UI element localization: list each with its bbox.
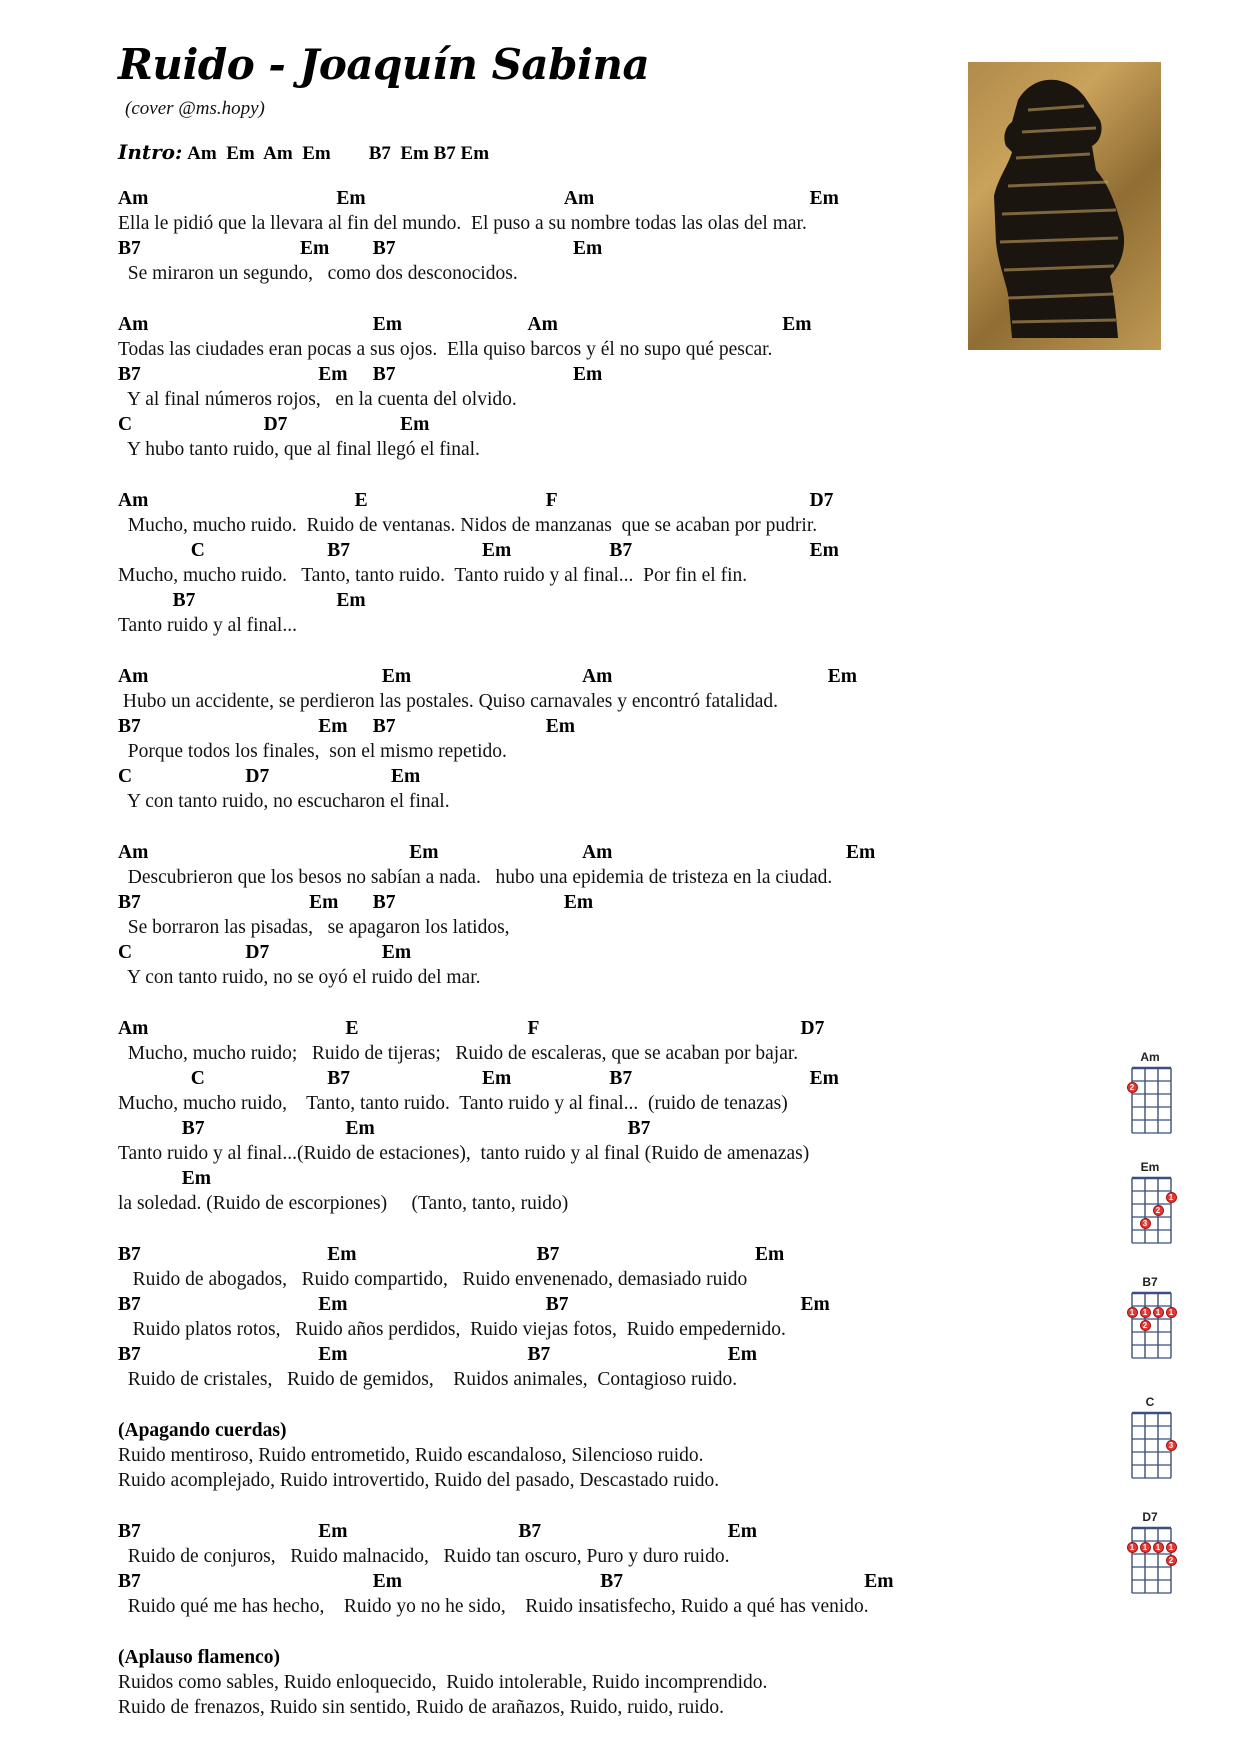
lyric-line: Ruido de abogados, Ruido compartido, Ruido envenenado, demasiado ruido bbox=[118, 1269, 748, 1290]
chord-em: Em bbox=[809, 188, 839, 209]
chord-line bbox=[118, 1166, 1018, 1191]
song-title: Ruido - Joaquín Sabina bbox=[118, 40, 650, 89]
chord-line bbox=[118, 538, 1018, 563]
chord-em: Em bbox=[800, 1294, 830, 1315]
verse-block bbox=[118, 312, 1018, 462]
chord-am: Am bbox=[118, 490, 149, 511]
chord-b7: B7 bbox=[118, 1344, 141, 1365]
chord-b7: B7 bbox=[609, 540, 633, 561]
finger-dot: 1 bbox=[1166, 1307, 1177, 1318]
chord-line bbox=[118, 764, 1018, 789]
chord-em: Em bbox=[336, 590, 366, 611]
chord-line bbox=[118, 312, 1018, 337]
chord-em: Em bbox=[381, 942, 412, 963]
chord-em: Em bbox=[318, 1294, 348, 1315]
chord-line bbox=[118, 1569, 1018, 1594]
chord-line bbox=[118, 362, 1018, 387]
lyric-line: Porque todos los finales, son el mismo repetido. bbox=[118, 741, 507, 762]
chord-em: Em bbox=[573, 238, 603, 259]
chord-em: Em bbox=[782, 314, 812, 335]
lyric-line: Ruido mentiroso, Ruido entrometido, Ruido escandaloso, Silencioso ruido. bbox=[118, 1445, 704, 1466]
chord-c: C bbox=[118, 414, 133, 435]
chord-em: Em bbox=[573, 364, 603, 385]
chord-b7: B7 bbox=[527, 1344, 551, 1365]
verse-block bbox=[118, 1242, 1018, 1392]
chord-diagram-em bbox=[1120, 1160, 1180, 1250]
chord-line bbox=[118, 236, 1018, 261]
chord-b7: B7 bbox=[372, 716, 396, 737]
chord-am: Am bbox=[582, 842, 613, 863]
chord-em: Em bbox=[545, 716, 575, 737]
cover-credit: (cover @ms.hopy) bbox=[125, 98, 265, 119]
fretboard-grid bbox=[1130, 1291, 1172, 1361]
chord-b7: B7 bbox=[118, 716, 141, 737]
lyric-line: Ruido de cristales, Ruido de gemidos, Ruidos animales, Contagioso ruido. bbox=[118, 1369, 738, 1390]
fretboard-grid bbox=[1130, 1176, 1172, 1246]
chord-em: Em bbox=[336, 188, 366, 209]
chord-am: Am bbox=[118, 666, 149, 687]
chord-diagram-name: D7 bbox=[1142, 1510, 1158, 1524]
lyric-line: Y al final números rojos, en la cuenta del olvido. bbox=[118, 389, 517, 410]
chord-am: Am bbox=[118, 314, 149, 335]
lyric-line: Y con tanto ruido, no se oyó el ruido del mar. bbox=[118, 967, 481, 988]
intro-line bbox=[118, 140, 489, 165]
finger-dot: 2 bbox=[1140, 1320, 1151, 1331]
chord-d7: D7 bbox=[245, 942, 270, 963]
verse-block bbox=[118, 1645, 1018, 1720]
chord-b7: B7 bbox=[118, 1571, 141, 1592]
chord-am: Am bbox=[118, 188, 149, 209]
chord-em: Em bbox=[755, 1244, 785, 1265]
chord-am: Am bbox=[582, 666, 613, 687]
chord-c: C bbox=[190, 1068, 205, 1089]
lyric-line: Mucho, mucho ruido. Tanto, tanto ruido. Tanto ruido y al final... Por fin el fin. bbox=[118, 565, 748, 586]
finger-dot: 2 bbox=[1153, 1205, 1164, 1216]
lyric-line: Descubrieron que los besos no sabían a nada. hubo una epidemia de tristeza en la ciudad. bbox=[118, 867, 833, 888]
finger-dot: 1 bbox=[1153, 1307, 1164, 1318]
chord-line bbox=[118, 1292, 1018, 1317]
finger-dot: 1 bbox=[1166, 1542, 1177, 1553]
chord-b7: B7 bbox=[172, 590, 196, 611]
chord-b7: B7 bbox=[627, 1118, 651, 1139]
lyric-line: Ruido qué me has hecho, Ruido yo no he sido, Ruido insatisfecho, Ruido a qué has venido. bbox=[118, 1596, 869, 1617]
lyric-line: Mucho, mucho ruido, Tanto, tanto ruido. Tanto ruido y al final... (ruido de tenazas) bbox=[118, 1093, 788, 1114]
chord-em: Em bbox=[409, 842, 439, 863]
lyric-line: Mucho, mucho ruido. Ruido de ventanas. Nidos de manzanas que se acaban por pudrir. bbox=[118, 515, 818, 536]
verse-block bbox=[118, 1016, 1018, 1216]
chord-em: Em bbox=[827, 666, 858, 687]
chord-b7: B7 bbox=[118, 1244, 141, 1265]
intro-label: Intro: bbox=[118, 140, 183, 164]
chord-b7: B7 bbox=[118, 892, 141, 913]
chord-em: Em bbox=[482, 540, 512, 561]
lyric-line: la soledad. (Ruido de escorpiones) (Tanto, tanto, ruido) bbox=[118, 1193, 569, 1214]
chord-em: Em bbox=[318, 1344, 348, 1365]
chord-diagram-d7 bbox=[1120, 1510, 1180, 1600]
chord-diagram-c bbox=[1120, 1395, 1180, 1485]
verse-block bbox=[118, 664, 1018, 814]
chord-em: Em bbox=[381, 666, 412, 687]
chord-line bbox=[118, 1519, 1018, 1544]
chord-diagram-am bbox=[1120, 1050, 1180, 1140]
chord-b7: B7 bbox=[609, 1068, 633, 1089]
chord-em: Em bbox=[181, 1168, 211, 1189]
chord-em: Em bbox=[727, 1344, 757, 1365]
chord-line bbox=[118, 1242, 1018, 1267]
section-label: (Aplauso flamenco) bbox=[118, 1647, 280, 1668]
chord-line bbox=[118, 488, 1018, 513]
chord-b7: B7 bbox=[118, 1521, 141, 1542]
chord-c: C bbox=[118, 942, 133, 963]
chord-diagram-name: C bbox=[1145, 1395, 1155, 1409]
verse-block bbox=[118, 1519, 1018, 1619]
chord-f: F bbox=[527, 1018, 540, 1039]
chord-d7: D7 bbox=[809, 490, 834, 511]
chord-e: E bbox=[354, 490, 368, 511]
verse-block bbox=[118, 488, 1018, 638]
section-label: (Apagando cuerdas) bbox=[118, 1420, 287, 1441]
chord-am: Am bbox=[563, 188, 595, 209]
chord-em: Em bbox=[809, 1068, 839, 1089]
lyric-line: Ruidos como sables, Ruido enloquecido, Ruido intolerable, Ruido incomprendido. bbox=[118, 1672, 768, 1693]
chord-em: Em bbox=[318, 716, 348, 737]
verse-block bbox=[118, 1418, 1018, 1493]
chord-b7: B7 bbox=[600, 1571, 624, 1592]
lyric-line: Mucho, mucho ruido; Ruido de tijeras; Ruido de escaleras, que se acaban por bajar. bbox=[118, 1043, 799, 1064]
chord-em: Em bbox=[327, 1244, 357, 1265]
lyric-line: Se borraron las pisadas, se apagaron los latidos, bbox=[118, 917, 510, 938]
intro-chords: Am Em Am Em B7 Em B7 Em bbox=[187, 143, 490, 164]
chord-line bbox=[118, 186, 1018, 211]
chord-b7: B7 bbox=[372, 364, 396, 385]
chord-b7: B7 bbox=[118, 238, 141, 259]
chord-line bbox=[118, 1016, 1018, 1041]
chord-c: C bbox=[118, 766, 133, 787]
chord-c: C bbox=[190, 540, 205, 561]
chord-diagram-b7 bbox=[1120, 1275, 1180, 1365]
chord-line bbox=[118, 412, 1018, 437]
finger-dot: 1 bbox=[1153, 1542, 1164, 1553]
chord-em: Em bbox=[400, 414, 430, 435]
chord-em: Em bbox=[846, 842, 876, 863]
chord-line bbox=[118, 714, 1018, 739]
chord-am: Am bbox=[118, 842, 149, 863]
chord-em: Em bbox=[345, 1118, 375, 1139]
chord-am: Am bbox=[118, 1018, 149, 1039]
lyric-line: Se miraron un segundo, como dos desconocidos. bbox=[118, 263, 518, 284]
chord-em: Em bbox=[391, 766, 421, 787]
lyric-line: Y con tanto ruido, no escucharon el final. bbox=[118, 791, 450, 812]
lyric-line: Ruido de conjuros, Ruido malnacido, Ruido tan oscuro, Puro y duro ruido. bbox=[118, 1546, 730, 1567]
chord-em: Em bbox=[864, 1571, 894, 1592]
chord-b7: B7 bbox=[372, 238, 396, 259]
chord-em: Em bbox=[309, 892, 339, 913]
lyric-line: Ruido acomplejado, Ruido introvertido, Ruido del pasado, Descastado ruido. bbox=[118, 1470, 720, 1491]
chord-b7: B7 bbox=[327, 540, 351, 561]
chord-em: Em bbox=[563, 892, 594, 913]
chord-em: Em bbox=[300, 238, 330, 259]
lyric-line: Ella le pidió que la llevara al fin del mundo. El puso a su nombre todas las olas del mar. bbox=[118, 213, 807, 234]
chord-diagram-name: Em bbox=[1140, 1160, 1160, 1174]
chord-b7: B7 bbox=[118, 364, 141, 385]
chord-b7: B7 bbox=[372, 892, 396, 913]
chord-em: Em bbox=[727, 1521, 757, 1542]
finger-dot: 1 bbox=[1140, 1542, 1151, 1553]
lyric-line: Tanto ruido y al final...(Ruido de estaciones), tanto ruido y al final (Ruido de amenazas) bbox=[118, 1143, 810, 1164]
chord-b7: B7 bbox=[118, 1294, 141, 1315]
chord-line bbox=[118, 890, 1018, 915]
chord-b7: B7 bbox=[181, 1118, 205, 1139]
chord-am: Am bbox=[527, 314, 558, 335]
fretboard-grid bbox=[1130, 1066, 1172, 1136]
chord-d7: D7 bbox=[245, 766, 270, 787]
verse-block bbox=[118, 186, 1018, 286]
chord-line bbox=[118, 840, 1018, 865]
lyric-line: Y hubo tanto ruido, que al final llegó el final. bbox=[118, 439, 480, 460]
chord-line bbox=[118, 1066, 1018, 1091]
finger-dot: 2 bbox=[1127, 1082, 1138, 1093]
chord-em: Em bbox=[372, 314, 403, 335]
chord-line bbox=[118, 1116, 1018, 1141]
lyric-line: Ruido platos rotos, Ruido años perdidos, Ruido viejas fotos, Ruido empedernido. bbox=[118, 1319, 786, 1340]
chord-b7: B7 bbox=[518, 1521, 542, 1542]
chord-b7: B7 bbox=[536, 1244, 560, 1265]
lyric-line: Hubo un accidente, se perdieron las postales. Quiso carnavales y encontró fatalidad. bbox=[118, 691, 779, 712]
chord-em: Em bbox=[318, 1521, 348, 1542]
finger-dot: 3 bbox=[1166, 1440, 1177, 1451]
finger-dot: 1 bbox=[1127, 1542, 1138, 1553]
chord-line bbox=[118, 940, 1018, 965]
chord-diagram-name: B7 bbox=[1142, 1275, 1158, 1289]
chord-em: Em bbox=[372, 1571, 403, 1592]
chord-em: Em bbox=[318, 364, 348, 385]
verse-block bbox=[118, 840, 1018, 990]
song-body bbox=[118, 186, 1018, 1746]
chord-b7: B7 bbox=[545, 1294, 569, 1315]
lyric-line: Todas las ciudades eran pocas a sus ojos. Ella quiso barcos y él no supo qué pescar. bbox=[118, 339, 773, 360]
chord-line bbox=[118, 588, 1018, 613]
chord-line bbox=[118, 664, 1018, 689]
chord-diagram-name: Am bbox=[1140, 1050, 1160, 1064]
chord-f: F bbox=[545, 490, 558, 511]
chord-d7: D7 bbox=[800, 1018, 825, 1039]
finger-dot: 1 bbox=[1140, 1307, 1151, 1318]
finger-dot: 1 bbox=[1127, 1307, 1138, 1318]
finger-dot: 2 bbox=[1166, 1555, 1177, 1566]
chord-em: Em bbox=[809, 540, 839, 561]
chord-line bbox=[118, 1342, 1018, 1367]
finger-dot: 3 bbox=[1140, 1218, 1151, 1229]
chord-e: E bbox=[345, 1018, 359, 1039]
chord-b7: B7 bbox=[327, 1068, 351, 1089]
finger-dot: 1 bbox=[1166, 1192, 1177, 1203]
lyric-line: Tanto ruido y al final... bbox=[118, 615, 297, 636]
lyric-line: Ruido de frenazos, Ruido sin sentido, Ruido de arañazos, Ruido, ruido, ruido. bbox=[118, 1697, 725, 1718]
chord-em: Em bbox=[482, 1068, 512, 1089]
chord-d7: D7 bbox=[263, 414, 288, 435]
